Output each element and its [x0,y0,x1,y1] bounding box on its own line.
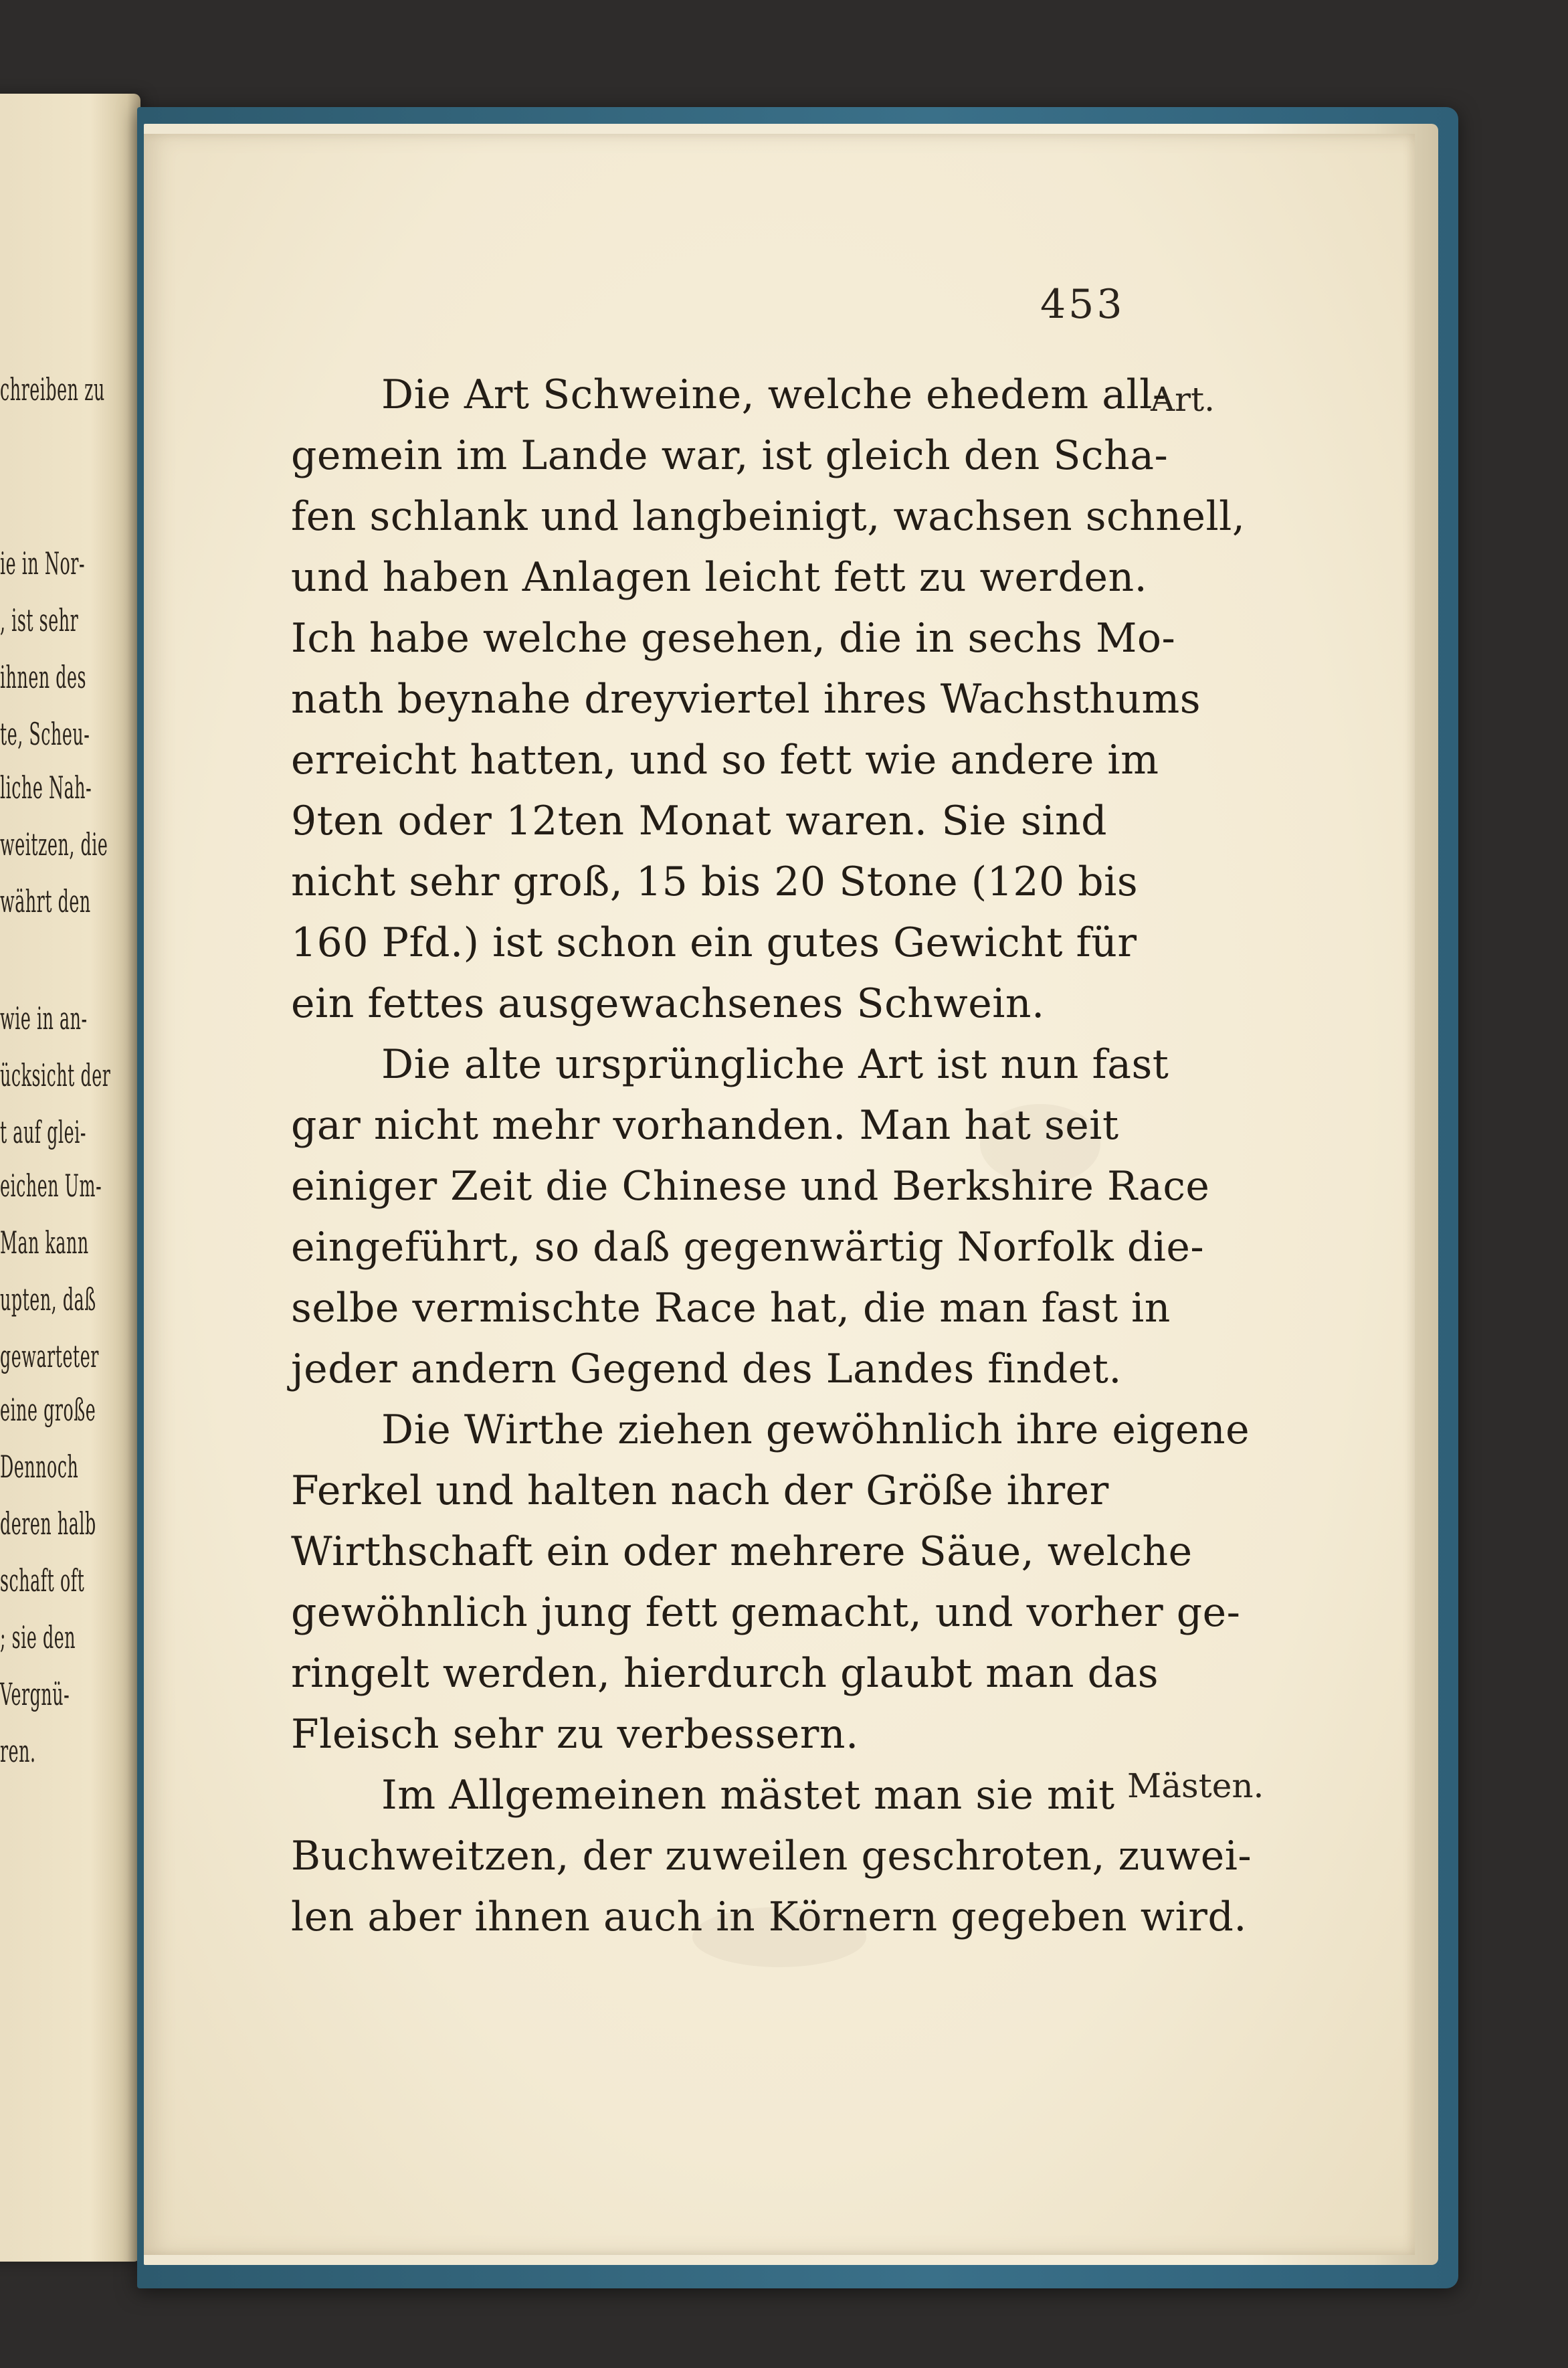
text-line: nath beynahe dreyviertel ihres Wachsthums [291,676,1201,723]
left-page-line: ie in Nor- [0,545,86,581]
text-line: jeder andern Gegend des Landes findet. [291,1346,1122,1392]
left-page-line: währt den [0,883,91,919]
text-line: 160 Pfd.) ist schon ein gutes Gewicht für [291,919,1137,966]
text-line: und haben Anlagen leicht fett zu werden. [291,554,1148,601]
text-line: Ferkel und halten nach der Größe ihrer [291,1467,1109,1514]
text-line: gemein im Lande war, ist gleich den Scha- [291,432,1169,479]
left-page-line: Dennoch [0,1449,79,1485]
left-page-line: gewarteter [0,1338,99,1374]
text-line: fen schlank und langbeinigt, wachsen schnell, [291,493,1246,540]
margin-note-art: Art. [1151,380,1215,419]
text-line: Die Art Schweine, welche ehedem all- [381,371,1167,418]
left-facing-page [0,94,140,2262]
left-page-line: weitzen, die [0,826,108,862]
text-line: Wirthschaft ein oder mehrere Säue, welche [291,1528,1193,1575]
left-page-line: liche Nah- [0,769,92,806]
text-line: gar nicht mehr vorhanden. Man hat seit [291,1102,1119,1149]
left-page-line: Vergnü- [0,1676,70,1712]
margin-note-maesten: Mästen. [1127,1766,1264,1805]
left-page-line: ücksicht der [0,1057,111,1093]
left-page-line: chreiben zu [0,371,105,407]
text-line: Buchweitzen, der zuweilen geschroten, zuwei- [291,1833,1252,1880]
text-line: Ich habe welche gesehen, die in sechs Mo- [291,615,1176,662]
text-line: Die Wirthe ziehen gewöhnlich ihre eigene [381,1406,1250,1453]
text-line: erreicht hatten, und so fett wie andere im [291,737,1159,784]
text-line: len aber ihnen auch in Körnern gegeben wird. [291,1894,1247,1940]
text-line: 9ten oder 12ten Monat waren. Sie sind [291,798,1107,844]
page-number: 453 [1040,281,1125,328]
text-line: Fleisch sehr zu verbessern. [291,1711,859,1758]
text-line: einiger Zeit die Chinese und Berkshire Race [291,1163,1210,1210]
left-page-line: Man kann [0,1224,89,1261]
text-line: Die alte ursprüngliche Art ist nun fast [381,1041,1169,1088]
left-page-line: , ist sehr [0,602,79,638]
left-page-line: eichen Um- [0,1168,102,1204]
left-page-line: deren halb [0,1506,96,1542]
left-page-line: te, Scheu- [0,716,90,752]
left-page-line: ren. [0,1733,36,1769]
text-line: selbe vermischte Race hat, die man fast in [291,1285,1171,1332]
left-page-line: ; sie den [0,1619,76,1655]
left-page-line: eine große [0,1392,96,1428]
left-page-line: t auf glei- [0,1114,86,1150]
left-page-line: schaft oft [0,1562,85,1599]
text-line: Im Allgemeinen mästet man sie mit [381,1772,1115,1819]
left-page-line: upten, daß [0,1281,96,1317]
text-line: eingeführt, so daß gegenwärtig Norfolk die- [291,1224,1205,1271]
text-line: nicht sehr groß, 15 bis 20 Stone (120 bis [291,858,1139,905]
text-line: ringelt werden, hierdurch glaubt man das [291,1650,1159,1697]
left-page-line: ihnen des [0,659,87,695]
text-line: ein fettes ausgewachsenes Schwein. [291,980,1045,1027]
left-page-line: wie in an- [0,1000,88,1036]
text-line: gewöhnlich jung fett gemacht, und vorher ge- [291,1589,1241,1636]
